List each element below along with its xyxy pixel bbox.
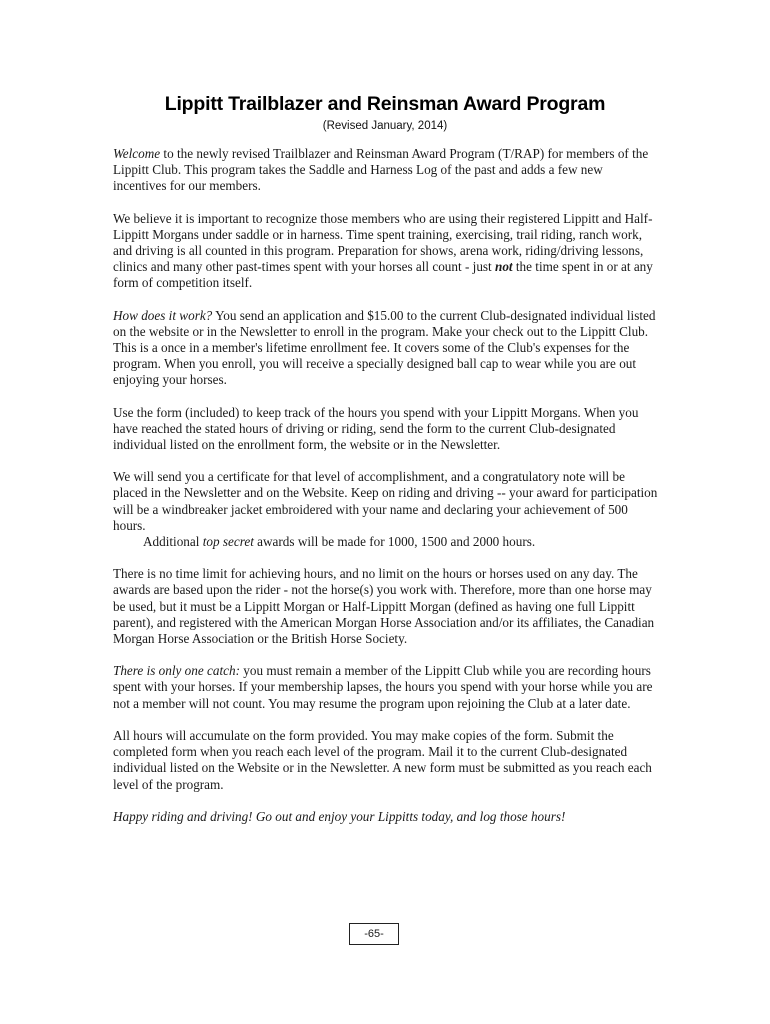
catch-lead: There is only one catch:	[113, 663, 240, 679]
closing-text: Happy riding and driving! Go out and enjoy your Lippitts today, and log those hours!	[113, 808, 566, 824]
recognition-text-a: We believe it is important to recognize those members who are using their registered Lippitt and Half-Lippitt Morgans under saddle or in harness. Time spent training, exercising, trail riding, ranch work, and driving is all counted in this program. Preparation for shows, arena work, riding/driving lessons, clinics and many other past-times spent with your horses all count - just	[113, 210, 653, 275]
additional-emphasis: top secret	[202, 534, 254, 550]
document-subtitle: (Revised January, 2014)	[322, 120, 448, 132]
welcome-text: to the newly revised Trailblazer and Reinsman Award Program (T/RAP) for members of the Lippitt Club. This program takes the Saddle and Harness Log of the past and adds a few new incentives for our members.	[113, 146, 649, 194]
catch-text: you must remain a member of the Lippitt Club while you are recording hours spent with your horses. If your membership lapses, the hours you spend with your horse while you are not a member will not count. You may resume the program upon rejoining the Club at a later date.	[113, 663, 653, 711]
how-it-works-lead: How does it work?	[113, 307, 213, 323]
document-body	[113, 146, 659, 841]
recognition-text-b: the time spent in or at any form of competition itself.	[113, 259, 653, 291]
paragraph-recognition	[113, 211, 659, 292]
paragraph-closing	[113, 809, 659, 825]
paragraph-time-limit: There is no time limit for achieving hours, and no limit on the hours or horses used on any day. The awards are based upon the rider - not the horse(s) you work with. Therefore, more than one horse may be used, but it must be a Lippitt Morgan or Half-Lippitt Morgan (defined as having one full Lippitt parent), and registered with the American Morgan Horse Association and/or its affiliates, the Canadian Morgan Horse Association or the British Horse Society.	[113, 566, 655, 647]
paragraph-how-it-works	[113, 308, 659, 389]
recognition-emphasis: not	[495, 259, 513, 275]
paragraph-welcome	[113, 146, 659, 195]
paragraph-form-usage: Use the form (included) to keep track of the hours you spend with your Lippitt Morgans. When you have reached the stated hours of driving or riding, send the form to the current Club-designated individual listed on the enrollment form, the website or in the Newsletter.	[113, 404, 639, 453]
additional-text-a: Additional	[143, 534, 203, 550]
page-number: -65-	[349, 923, 399, 945]
how-it-works-text: You send an application and $15.00 to the current Club-designated individual listed on the website or in the Newsletter to enroll in the program. Make your check out to the Lippitt Club. This is a once in a member's lifetime enrollment fee. It covers some of the Club's expenses for the program. When you enroll, you will receive a specially designed ball cap to wear while you are out enjoying your horses.	[113, 307, 656, 388]
paragraph-certificate: We will send you a certificate for that level of accomplishment, and a congratulatory note will be placed in the Newsletter and on the Website. Keep on riding and driving -- your award for participation will be a windbreaker jacket embroidered with your name and declaring your achievement of 500 hours.	[113, 469, 658, 533]
paragraph-catch	[113, 663, 659, 712]
additional-text-b: awards will be made for 1000, 1500 and 2000 hours.	[253, 534, 536, 550]
document-title: Lippitt Trailblazer and Reinsman Award Program	[164, 93, 606, 115]
welcome-lead: Welcome	[113, 146, 161, 161]
paragraph-hours-accumulate: All hours will accumulate on the form provided. You may make copies of the form. Submit the completed form when you reach each level of the program. Mail it to the current Club-designated individual listed on the Website or in the Newsletter. A new form must be submitted as you reach each level of the program.	[113, 727, 652, 792]
paragraph-additional-awards	[113, 534, 659, 550]
